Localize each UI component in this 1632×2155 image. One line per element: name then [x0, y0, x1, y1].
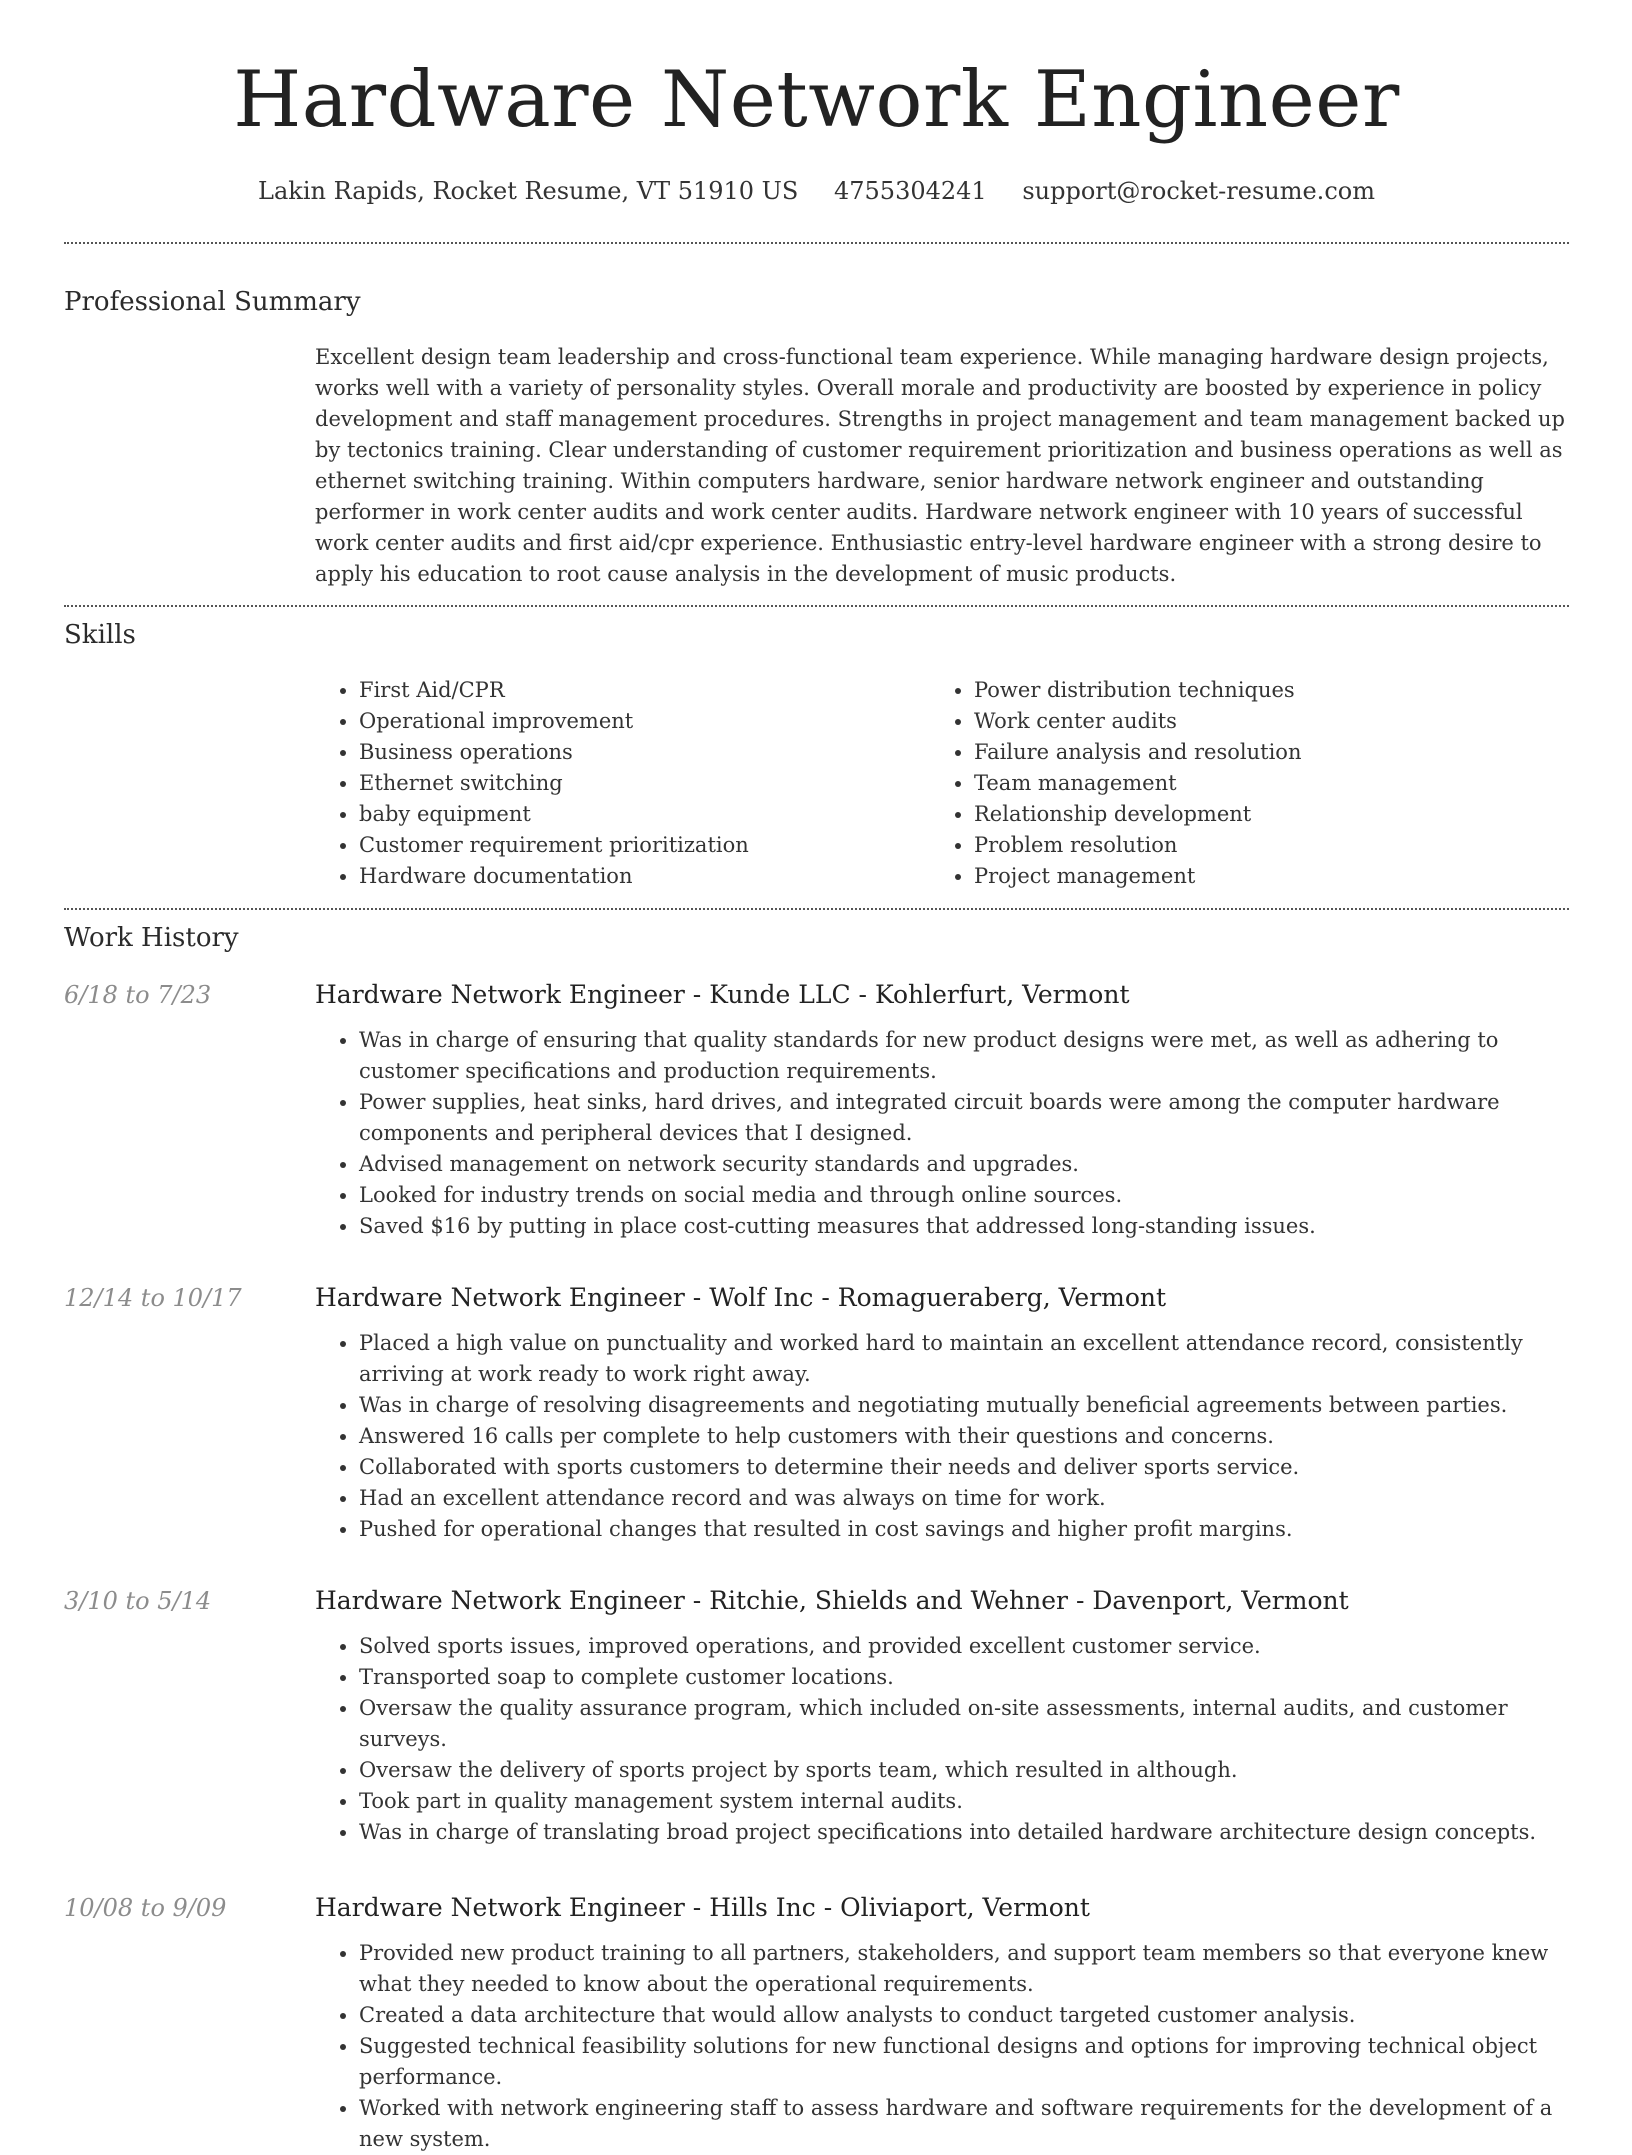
job-bullet: • Suggested technical feasibility solutions for new functional designs and options for improving technical object performance.: [359, 2031, 1569, 2093]
job-dates: 10/08 to 9/09: [64, 1894, 227, 1922]
job-bullet-list: [315, 1631, 1569, 1848]
work-history-heading: Work History: [64, 923, 239, 953]
job-bullet: • Power supplies, heat sinks, hard drives, and integrated circuit boards were among the computer hardware components and peripheral devices that I designed.: [359, 1087, 1569, 1149]
contact-address: Lakin Rapids, Rocket Resume, VT 51910 US: [258, 177, 799, 205]
job-bullet: • Oversaw the quality assurance program, which included on-site assessments, internal audits, and customer surveys.: [359, 1693, 1569, 1755]
section-divider: [64, 605, 1569, 607]
job-dates: 6/18 to 7/23: [64, 981, 212, 1009]
job-bullet: • Answered 16 calls per complete to help customers with their questions and concerns.: [359, 1421, 1569, 1452]
skill-item: • Problem resolution: [974, 830, 1545, 861]
job-bullet: • Collaborated with sports customers to determine their needs and deliver sports service.: [359, 1452, 1569, 1483]
job-bullet: • Created a data architecture that would allow analysts to conduct targeted customer analysis.: [359, 2000, 1569, 2031]
skill-item: • Project management: [974, 861, 1545, 892]
job-bullet: • Placed a high value on punctuality and worked hard to maintain an excellent attendance record, consistently arriving at work ready to work right away.: [359, 1328, 1569, 1390]
job-bullet: • Provided new product training to all partners, stakeholders, and support team members so that everyone knew what they needed to know about the operational requirements.: [359, 1938, 1569, 2000]
job-bullet: • Oversaw the delivery of sports project by sports team, which resulted in although.: [359, 1755, 1569, 1786]
job-bullet: • Advised management on network security standards and upgrades.: [359, 1149, 1569, 1180]
job-bullet: • Transported soap to complete customer locations.: [359, 1662, 1569, 1693]
job-bullet: • Looked for industry trends on social media and through online sources.: [359, 1180, 1569, 1211]
section-divider: [64, 242, 1569, 244]
job-dates: 12/14 to 10/17: [64, 1284, 242, 1312]
work-history-section: [64, 922, 1569, 2155]
job-bullet: • Took part in quality management system internal audits.: [359, 1786, 1569, 1817]
skill-item: • baby equipment: [359, 799, 930, 830]
contact-phone: 4755304241: [834, 177, 987, 205]
job-bullet-list: [315, 1328, 1569, 1545]
job-list: [64, 979, 1569, 2155]
job-entry: [64, 1585, 1569, 1848]
skill-item: • Hardware documentation: [359, 861, 930, 892]
job-entry: [64, 979, 1569, 1242]
skills-section: [64, 619, 1569, 892]
skill-item: • Relationship development: [974, 799, 1545, 830]
job-bullet: • Solved sports issues, improved operations, and provided excellent customer service.: [359, 1631, 1569, 1662]
job-bullet-list: [315, 1025, 1569, 1242]
job-entry: [64, 1892, 1569, 2155]
skill-item: • Ethernet switching: [359, 768, 930, 799]
job-entry: [64, 1282, 1569, 1545]
resume-page: [64, 0, 1569, 2155]
job-bullet: • Was in charge of ensuring that quality standards for new product designs were met, as well as adhering to customer specifications and production requirements.: [359, 1025, 1569, 1087]
job-bullet: • Was in charge of resolving disagreements and negotiating mutually beneficial agreements between parties.: [359, 1390, 1569, 1421]
skills-column-right: [930, 675, 1545, 892]
skill-item: • Failure analysis and resolution: [974, 737, 1545, 768]
contact-line: [64, 176, 1569, 206]
job-bullet: • Saved $16 by putting in place cost-cutting measures that addressed long-standing issues.: [359, 1211, 1569, 1242]
summary-text: Excellent design team leadership and cross-functional team experience. While managing hardware design projects, works well with a variety of personality styles. Overall morale and productivity are boosted by experience in policy development and staff management procedures. Strengths in project management and team management backed up by tectonics training. Clear understanding of customer requirement prioritization and business operations as well as ethernet switching training. Within computers hardware, senior hardware network engineer and outstanding performer in work center audits and work center audits. Hardware network engineer with 10 years of successful work center audits and first aid/cpr experience. Enthusiastic entry-level hardware engineer with a strong desire to apply his education to root cause analysis in the development of music products.: [315, 345, 1565, 586]
job-title: Hardware Network Engineer - Kunde LLC - Kohlerfurt, Vermont: [315, 980, 1130, 1009]
skill-item: • Work center audits: [974, 706, 1545, 737]
contact-email: support@rocket-resume.com: [1022, 177, 1375, 205]
skill-item: • First Aid/CPR: [359, 675, 930, 706]
job-title: Hardware Network Engineer - Wolf Inc - Romagueraberg, Vermont: [315, 1283, 1167, 1312]
summary-section: [64, 286, 1569, 590]
skills-column-left: [315, 675, 930, 892]
job-bullet: • Was in charge of translating broad project specifications into detailed hardware architecture design concepts.: [359, 1817, 1569, 1848]
job-bullet: • Pushed for operational changes that resulted in cost savings and higher profit margins.: [359, 1514, 1569, 1545]
job-bullet: • Worked with network engineering staff to assess hardware and software requirements for the development of a new system.: [359, 2093, 1569, 2155]
skill-item: • Business operations: [359, 737, 930, 768]
resume-name: Hardware Network Engineer: [233, 55, 1400, 145]
skill-item: • Customer requirement prioritization: [359, 830, 930, 861]
job-title: Hardware Network Engineer - Hills Inc - Oliviaport, Vermont: [315, 1893, 1090, 1922]
summary-heading: Professional Summary: [64, 287, 361, 317]
section-divider: [64, 908, 1569, 910]
skill-item: • Power distribution techniques: [974, 675, 1545, 706]
skill-item: • Team management: [974, 768, 1545, 799]
job-title: Hardware Network Engineer - Ritchie, Shields and Wehner - Davenport, Vermont: [315, 1586, 1349, 1615]
job-dates: 3/10 to 5/14: [64, 1587, 212, 1615]
job-bullet-list: [315, 1938, 1569, 2155]
skills-heading: Skills: [64, 620, 136, 650]
skill-item: • Operational improvement: [359, 706, 930, 737]
job-bullet: • Had an excellent attendance record and was always on time for work.: [359, 1483, 1569, 1514]
